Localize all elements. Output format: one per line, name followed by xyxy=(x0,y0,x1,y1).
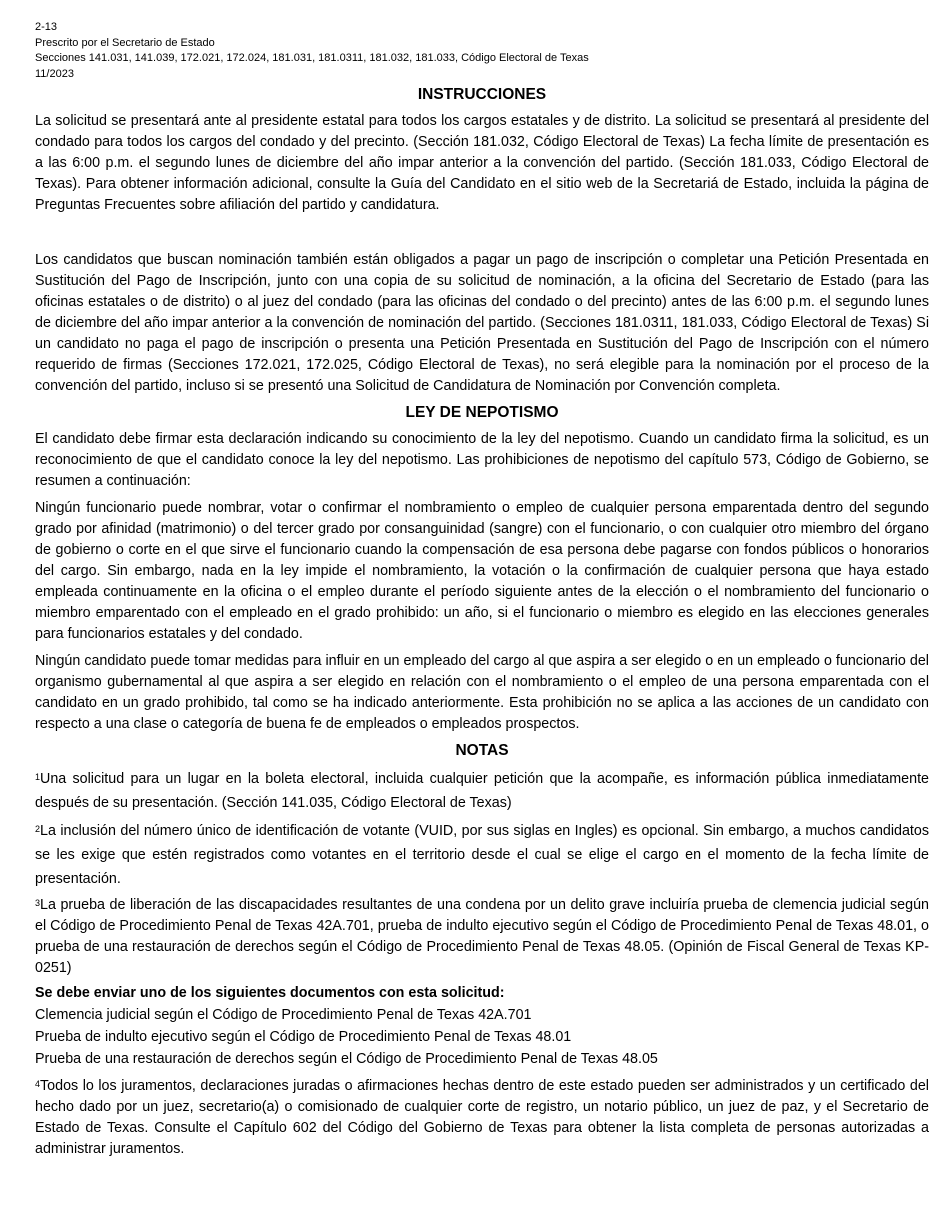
document-item: Clemencia judicial según el Código de Procedimiento Penal de Texas 42A.701 xyxy=(35,1007,532,1023)
notes-heading: NOTAS xyxy=(455,742,509,759)
nepotism-paragraph: Ningún candidato puede tomar medidas para influir en un empleado del cargo al que aspira a ser elegido o en un empleado o funcionario del organismo gubernamental al que aspira a ser elegido en relación con el nombramiento o el empleo de una persona emparentada con el candidato en un grado prohibido, tal como se ha indicado anteriormente. Esta prohibición no se aplica a las acciones de un candidato con respecto a una clase o categoría de buena fe de empleados o empleados prospectos. xyxy=(35,653,929,732)
note-2 xyxy=(35,819,929,891)
instructions-paragraph: Los candidatos que buscan nominación también están obligados a pagar un pago de inscripción o completar una Petición Presentada en Sustitución del Pago de Inscripción, junto con una copia de su solicitud de nominación, a la oficina del Secretario de Estado (para las oficinas estatales o de distrito) o al juez del condado (para las oficinas del condado o del precinto) antes de las 6:00 p.m. el segundo lunes de diciembre del año impar anterior a la convención de nominación del partido. (Secciones 181.0311, 181.033, Código Electoral de Texas) Si un candidato no paga el pago de inscripción o presenta una Petición Presentada en Sustitución del Pago de Inscripción con el número requerido de firmas (Secciones 172.021, 172.025, Código Electoral de Texas), no será elegible para la nominación por el proceso de la convención del partido, incluso si se presentó una Solicitud de Candidatura de Nominación por Convención completa. xyxy=(35,252,929,394)
form-header xyxy=(35,20,929,82)
documents-heading: Se debe enviar uno de los siguientes documentos con esta solicitud: xyxy=(35,985,505,1001)
note-text: La inclusión del número único de identificación de votante (VUID, por sus siglas en Ingles) es opcional. Sin embargo, a muchos candidatos se les exige que estén registrados como votantes en el territorio desde el cual se elige el cargo en el momento de la fecha límite de presentación. xyxy=(35,823,929,887)
document-item: Prueba de indulto ejecutivo según el Código de Procedimiento Penal de Texas 48.01 xyxy=(35,1029,572,1045)
instructions-heading: INSTRUCCIONES xyxy=(417,86,547,103)
note-text: Una solicitud para un lugar en la boleta electoral, incluida cualquier petición que la acompañe, es información pública inmediatamente después de su presentación. (Sección 141.035, Código Electoral de Texas) xyxy=(35,771,929,811)
document-page xyxy=(35,20,929,1164)
form-number: 2-13 xyxy=(35,21,58,33)
prescribed-by: Prescrito por el Secretario de Estado xyxy=(35,36,215,49)
documents-list xyxy=(35,1004,929,1070)
nepotism-paragraph: Ningún funcionario puede nombrar, votar o confirmar el nombramiento o empleo de cualquier persona emparentada dentro del segundo grado por afinidad (matrimonio) o del tercer grado por consanguinidad (sangre) con el funcionario, o con cualquier otro miembro del órgano de gobierno o corte en el que sirve el funcionario cuando la compensación de esa persona debe pagarse con fondos públicos o honorarios del cargo. Sin embargo, nada en la ley impide el nombramiento, la votación o la confirmación de cualquier persona que haya estado empleada continuamente en la oficina o el empleo durante el período siguiente antes de la elección o el nombramiento del funcionario o miembro emparentado con el empleado en el grado prohibido: un año, si el funcionario o miembro es elegido en las elecciones generales para funcionarios estatales y del condado. xyxy=(35,500,929,642)
note-text: La prueba de liberación de las discapacidades resultantes de una condena por un delito grave incluiría prueba de clemencia judicial según el Código de Procedimiento Penal de Texas 42A.701, prueba de indulto ejecutivo según el Código de Procedimiento Penal de Texas 48.01, o prueba de una restauración de derechos según el Código de Procedimiento Penal de Texas 48.05. (Opinión de Fiscal General de Texas KP-0251) xyxy=(35,897,929,976)
note-3 xyxy=(35,895,929,979)
footnote-marker: 4 xyxy=(35,1079,41,1089)
note-1 xyxy=(35,767,929,815)
footnote-marker: 2 xyxy=(35,824,41,834)
document-item: Prueba de una restauración de derechos según el Código de Procedimiento Penal de Texas 48.05 xyxy=(35,1051,658,1067)
footnote-marker: 1 xyxy=(35,772,41,782)
footnote-marker: 3 xyxy=(35,898,41,908)
instructions-paragraph: La solicitud se presentará ante al presidente estatal para todos los cargos estatales y de distrito. La solicitud se presentará al presidente del condado para todos los cargos del condado y del precinto. (Sección 181.032, Código Electoral de Texas) La fecha límite de presentación es a las 6:00 p.m. el segundo lunes de diciembre del año impar anterior a la convención del partido. (Sección 181.033, Código Electoral de Texas). Para obtener información adicional, consulte la Guía del Candidato en el sitio web de la Secretariá de Estado, incluida la página de Preguntas Frecuentes sobre afiliación del partido y candidatura. xyxy=(35,113,929,213)
form-date: 11/2023 xyxy=(35,67,74,80)
note-text: Todos lo los juramentos, declaraciones juradas o afirmaciones hechas dentro de este estado pueden ser administrados y un certificado del hecho dado por un juez, secretario(a) o comisionado de cualquier corte de registro, un notario público, un juez de paz, y el Secretario de Estado de Texas. Consulte el Capítulo 602 del Código del Gobierno de Texas para obtener la lista completa de personas autorizadas a administrar juramentos. xyxy=(35,1078,929,1157)
nepotism-paragraph: El candidato debe firmar esta declaración indicando su conocimiento de la ley del nepotismo. Cuando un candidato firma la solicitud, es un reconocimiento de que el candidato conoce la ley del nepotismo. Las prohibiciones de nepotismo del capítulo 573, Código de Gobierno, se resumen a continuación: xyxy=(35,431,929,489)
note-4 xyxy=(35,1076,929,1160)
statute-sections: Secciones 141.031, 141.039, 172.021, 172.024, 181.031, 181.0311, 181.032, 181.033, Código Electoral de Texas xyxy=(35,52,589,64)
nepotism-heading: LEY DE NEPOTISMO xyxy=(405,404,559,421)
